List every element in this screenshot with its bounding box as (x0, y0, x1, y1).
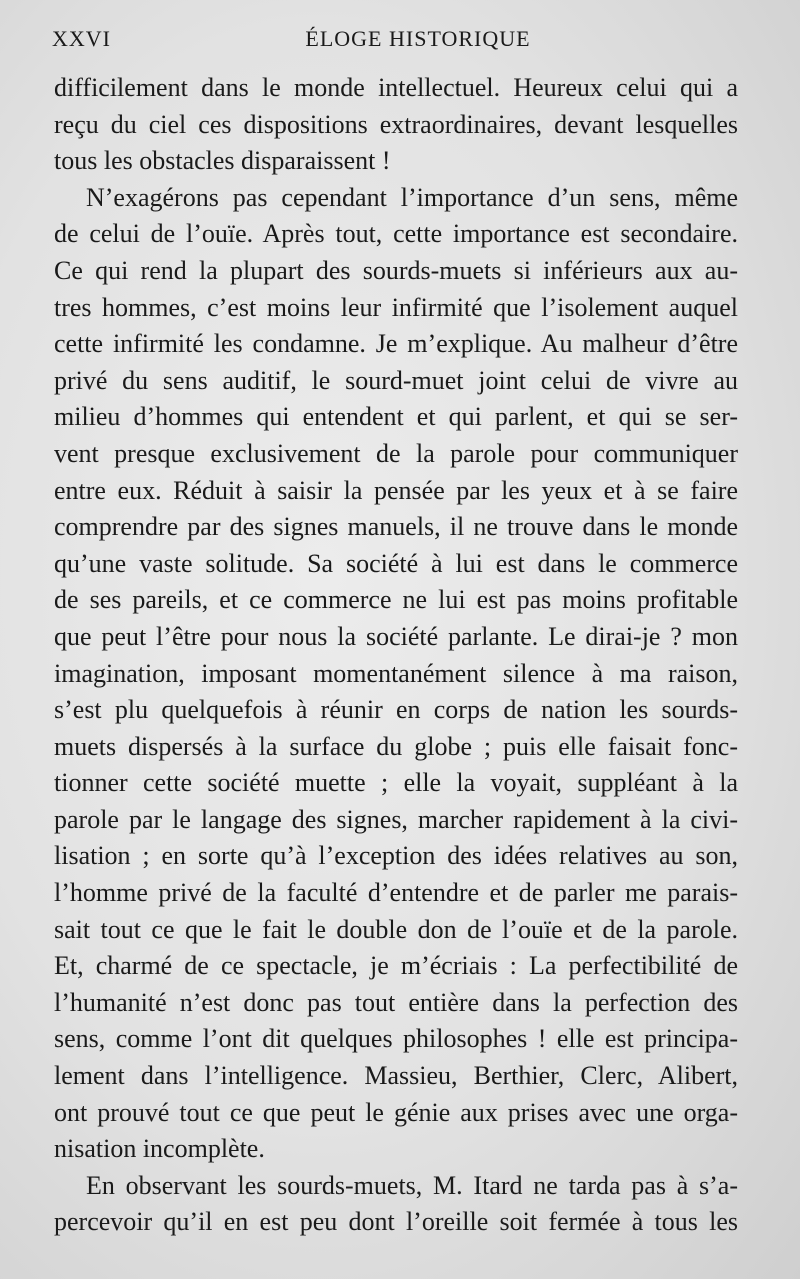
text-line: comprendre par des signes manuels, il ne trouve dans le monde (54, 512, 738, 542)
running-head: ÉLOGE HISTORIQUE (305, 26, 531, 51)
text-line: cette infirmité les condamne. Je m’explique. Au malheur d’être (54, 329, 738, 359)
text-line: l’homme privé de la faculté d’entendre et de parler me parais- (54, 878, 738, 908)
body-text (54, 70, 738, 1241)
text-line: vent presque exclusivement de la parole pour communiquer (54, 438, 738, 468)
text-line: percevoir qu’il en est peu dont l’oreille soit fermée à tous les (54, 1207, 738, 1237)
text-line: de celui de l’ouïe. Après tout, cette importance est secondaire. (54, 219, 738, 249)
text-line: lisation ; en sorte qu’à l’exception des idées relatives au son, (54, 841, 738, 871)
text-line: privé du sens auditif, le sourd-muet joint celui de vivre au (54, 365, 738, 395)
text-line: entre eux. Réduit à saisir la pensée par les yeux et à se faire (54, 475, 738, 505)
text-line: de ses pareils, et ce commerce ne lui est pas moins profitable (54, 585, 738, 615)
text-line: Ce qui rend la plupart des sourds-muets si inférieurs aux au- (54, 255, 738, 285)
text-line: s’est plu quelquefois à réunir en corps de nation les sourds- (54, 695, 738, 725)
text-line: reçu du ciel ces dispositions extraordinaires, devant lesquelles (54, 109, 738, 139)
text-line: parole par le langage des signes, marcher rapidement à la civi- (54, 804, 738, 834)
page-header (52, 26, 744, 62)
text-line: ont prouvé tout ce que peut le génie aux prises avec une orga- (54, 1097, 738, 1127)
text-line: Et, charmé de ce spectacle, je m’écriais : La perfectibilité de (54, 951, 738, 981)
text-line: tres hommes, c’est moins leur infirmité que l’isolement auquel (54, 292, 738, 322)
text-line: milieu d’hommes qui entendent et qui parlent, et qui se ser- (54, 402, 738, 432)
text-line: difficilement dans le monde intellectuel. Heureux celui qui a (54, 73, 738, 102)
text-line: l’humanité n’est donc pas tout entière dans la perfection des (54, 987, 738, 1017)
text-line: nisation incomplète. (54, 1134, 265, 1164)
text-line: imagination, imposant momentanément silence à ma raison, (54, 658, 738, 688)
page-number: XXVI (52, 26, 111, 51)
text-line: sens, comme l’ont dit quelques philosophes ! elle est principa- (54, 1024, 738, 1054)
text-line: lement dans l’intelligence. Massieu, Berthier, Clerc, Alibert, (54, 1061, 738, 1091)
text-line: tous les obstacles disparaissent ! (54, 146, 391, 176)
paragraph-start-line: En observant les sourds-muets, M. Itard ne tarda pas à s’a- (86, 1170, 738, 1200)
text-line: sait tout ce que le fait le double don de l’ouïe et de la parole. (54, 914, 738, 944)
text-line: tionner cette société muette ; elle la voyait, suppléant à la (54, 768, 738, 798)
paragraph-start-line: N’exagérons pas cependant l’importance d’un sens, même (86, 182, 738, 212)
text-line: que peut l’être pour nous la société parlante. Le dirai-je ? mon (54, 621, 738, 651)
text-line: muets dispersés à la surface du globe ; puis elle faisait fonc- (54, 731, 738, 761)
text-line: qu’une vaste solitude. Sa société à lui est dans le commerce (54, 548, 738, 578)
